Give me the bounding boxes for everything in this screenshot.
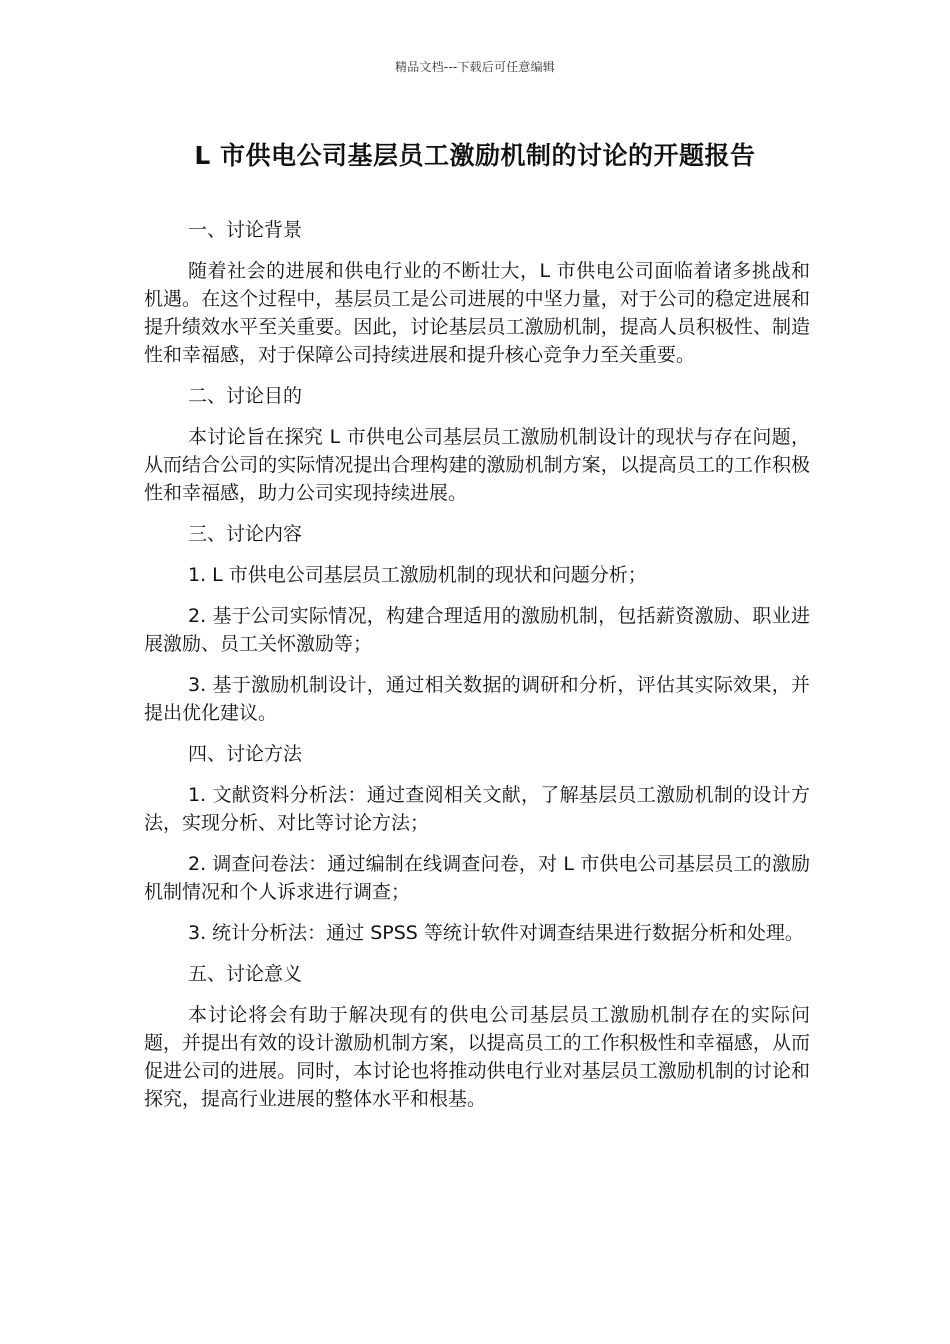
content-item-2: 2. 基于公司实际情况，构建合理适用的激励机制，包括薪资激励、职业进展激励、员工关怀激励等； [144, 605, 810, 655]
section-heading-content: 三、讨论内容 [188, 523, 303, 545]
section-heading-methods: 四、讨论方法 [188, 743, 303, 765]
document-title: L 市供电公司基层员工激励机制的讨论的开题报告 [194, 141, 756, 170]
section-heading-significance: 五、讨论意义 [188, 963, 303, 985]
section-heading-purpose: 二、讨论目的 [188, 385, 303, 407]
paragraph-purpose: 本讨论旨在探究 L 市供电公司基层员工激励机制设计的现状与存在问题，从而结合公司的实际情况提出合理构建的激励机制方案，以提高员工的工作积极性和幸福感，助力公司实现持续进展。 [144, 426, 810, 504]
content-item-1: 1. L 市供电公司基层员工激励机制的现状和问题分析； [188, 564, 647, 586]
paragraph-background: 随着社会的进展和供电行业的不断壮大，L 市供电公司面临着诸多挑战和机遇。在这个过程中，基层员工是公司进展的中坚力量，对于公司的稳定进展和提升绩效水平至关重要。因此，讨论基层员工激励机制，提高人员积极性、制造性和幸福感，对于保障公司持续进展和提升核心竞争力至关重要。 [144, 260, 810, 366]
document-body [144, 216, 810, 1126]
paragraph-significance: 本讨论将会有助于解决现有的供电公司基层员工激励机制存在的实际问题，并提出有效的设计激励机制方案，以提高员工的工作积极性和幸福感，从而促进公司的进展。同时，本讨论也将推动供电行业对基层员工激励机制的讨论和探究，提高行业进展的整体水平和根基。 [144, 1004, 810, 1110]
header-note: 精品文档---下载后可任意编辑 [395, 60, 555, 74]
content-item-3: 3. 基于激励机制设计，通过相关数据的调研和分析，评估其实际效果，并提出优化建议。 [144, 674, 810, 724]
method-item-1: 1. 文献资料分析法：通过查阅相关文献，了解基层员工激励机制的设计方法，实现分析、对比等讨论方法； [144, 784, 810, 834]
method-item-3: 3. 统计分析法：通过 SPSS 等统计软件对调查结果进行数据分析和处理。 [188, 922, 804, 944]
method-item-2: 2. 调查问卷法：通过编制在线调查问卷，对 L 市供电公司基层员工的激励机制情况和个人诉求进行调查； [144, 853, 810, 903]
section-heading-background: 一、讨论背景 [188, 219, 303, 241]
